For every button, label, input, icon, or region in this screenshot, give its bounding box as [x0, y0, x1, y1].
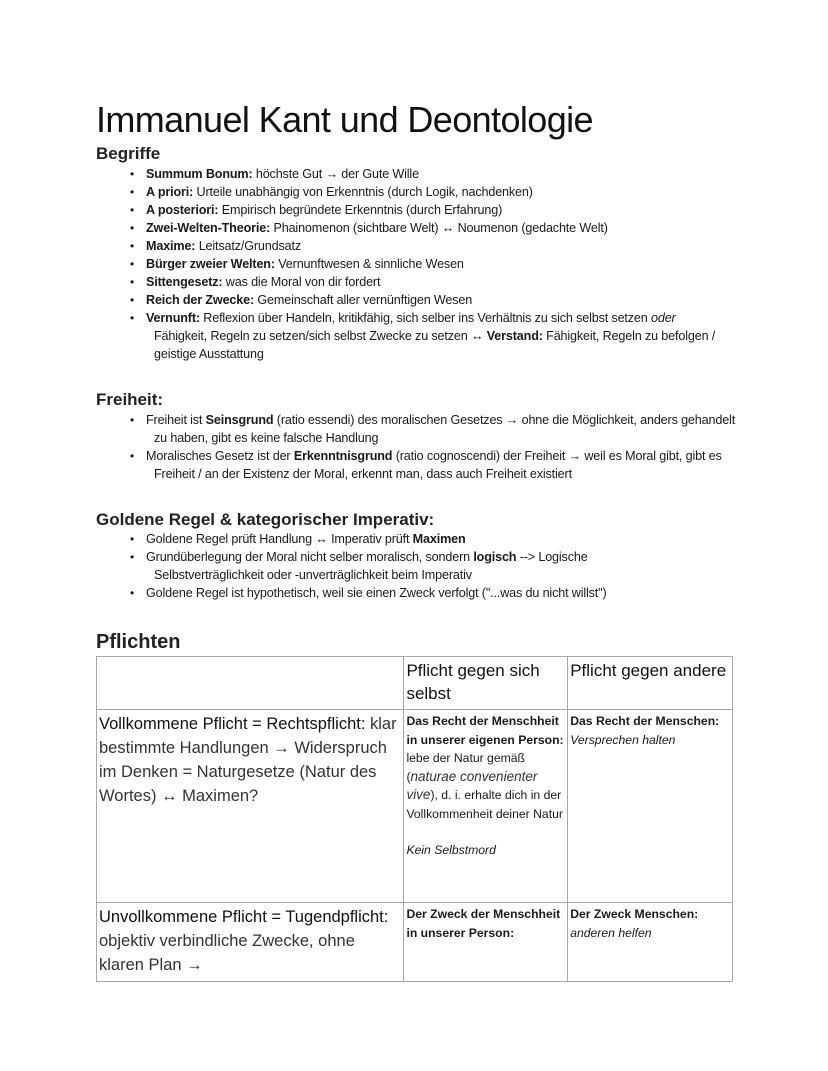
list-item: • Grundüberlegung der Moral nicht selber moralisch, sondern logisch --> Logische Selbstverträglichkeit oder -unverträglichkeit beim Imperativ [128, 548, 688, 584]
cell-others-unvollkommen: Der Zweck Menschen: anderen helfen [568, 903, 733, 982]
list-item: • Summum Bonum: höchste Gut → der Gute Wille [128, 165, 728, 183]
goldene-regel-list [128, 530, 688, 602]
page-title: Immanuel Kant und Deontologie [96, 99, 593, 140]
list-item: • Sittengesetz: was die Moral von dir fordert [128, 273, 728, 291]
table-header-others: Pflicht gegen andere [568, 657, 733, 710]
table-header-self: Pflicht gegen sich selbst [404, 657, 568, 710]
list-item: • Goldene Regel prüft Handlung ↔ Imperativ prüft Maximen [128, 530, 688, 548]
section-heading-pflichten: Pflichten [96, 631, 181, 653]
table-header-empty [97, 657, 404, 710]
row-label-vollkommene-pflicht: Vollkommene Pflicht = Rechtspflicht: klar bestimmte Handlungen → Widerspruch im Denken = Naturgesetze (Natur des Wortes) ↔ Maximen? [97, 710, 404, 903]
list-item: • Moralisches Gesetz ist der Erkenntnisgrund (ratio cognoscendi) der Freiheit → weil es Moral gibt, gibt es Freiheit / an der Existenz der Moral, erkennt man, dass auch Freiheit existiert [128, 447, 738, 483]
row-label-unvollkommene-pflicht: Unvollkommene Pflicht = Tugendpflicht: objektiv verbindliche Zwecke, ohne klaren Plan → [97, 903, 404, 982]
begriffe-list [128, 165, 728, 363]
table-row [97, 903, 733, 982]
list-item: • Goldene Regel ist hypothetisch, weil sie einen Zweck verfolgt ("...was du nicht willst") [128, 584, 688, 602]
list-item: • A priori: Urteile unabhängig von Erkenntnis (durch Logik, nachdenken) [128, 183, 728, 201]
table-row [97, 710, 733, 903]
section-heading-goldene-regel: Goldene Regel & kategorischer Imperativ: [96, 510, 435, 529]
table-header-row [97, 657, 733, 710]
cell-others-vollkommen: Das Recht der Menschen: Versprechen halten [568, 710, 733, 903]
list-item: • Reich der Zwecke: Gemeinschaft aller vernünftigen Wesen [128, 291, 728, 309]
list-item: • Freiheit ist Seinsgrund (ratio essendi) des moralischen Gesetzes → ohne die Möglichkeit, anders gehandelt zu haben, gibt es keine falsche Handlung [128, 411, 738, 447]
section-heading-begriffe: Begriffe [96, 144, 161, 163]
cell-self-vollkommen: Das Recht der Menschheit in unserer eigenen Person: lebe der Natur gemäß (naturae convenienter vive), d. i. erhalte dich in der Vollkommenheit deiner Natur Kein Selbstmord [404, 710, 568, 903]
list-item: • Zwei-Welten-Theorie: Phainomenon (sichtbare Welt) ↔ Noumenon (gedachte Welt) [128, 219, 728, 237]
list-item: • Maxime: Leitsatz/Grundsatz [128, 237, 728, 255]
section-heading-freiheit: Freiheit: [96, 390, 164, 409]
pflichten-table [96, 656, 733, 982]
list-item: • A posteriori: Empirisch begründete Erkenntnis (durch Erfahrung) [128, 201, 728, 219]
note-kein-selbstmord: Kein Selbstmord [406, 843, 496, 857]
cell-self-unvollkommen: Der Zweck der Menschheit in unserer Person: [404, 903, 568, 982]
list-item: • Vernunft: Reflexion über Handeln, kritikfähig, sich selber ins Verhältnis zu sich selbst setzen oder Fähigkeit, Regeln zu setzen/sich selbst Zwecke zu setzen ↔ Verstand: Fähigkeit, Regeln zu befolgen / geistige Ausstattung [128, 309, 728, 363]
freiheit-list [128, 411, 738, 483]
list-item: • Bürger zweier Welten: Vernunftwesen & sinnliche Wesen [128, 255, 728, 273]
